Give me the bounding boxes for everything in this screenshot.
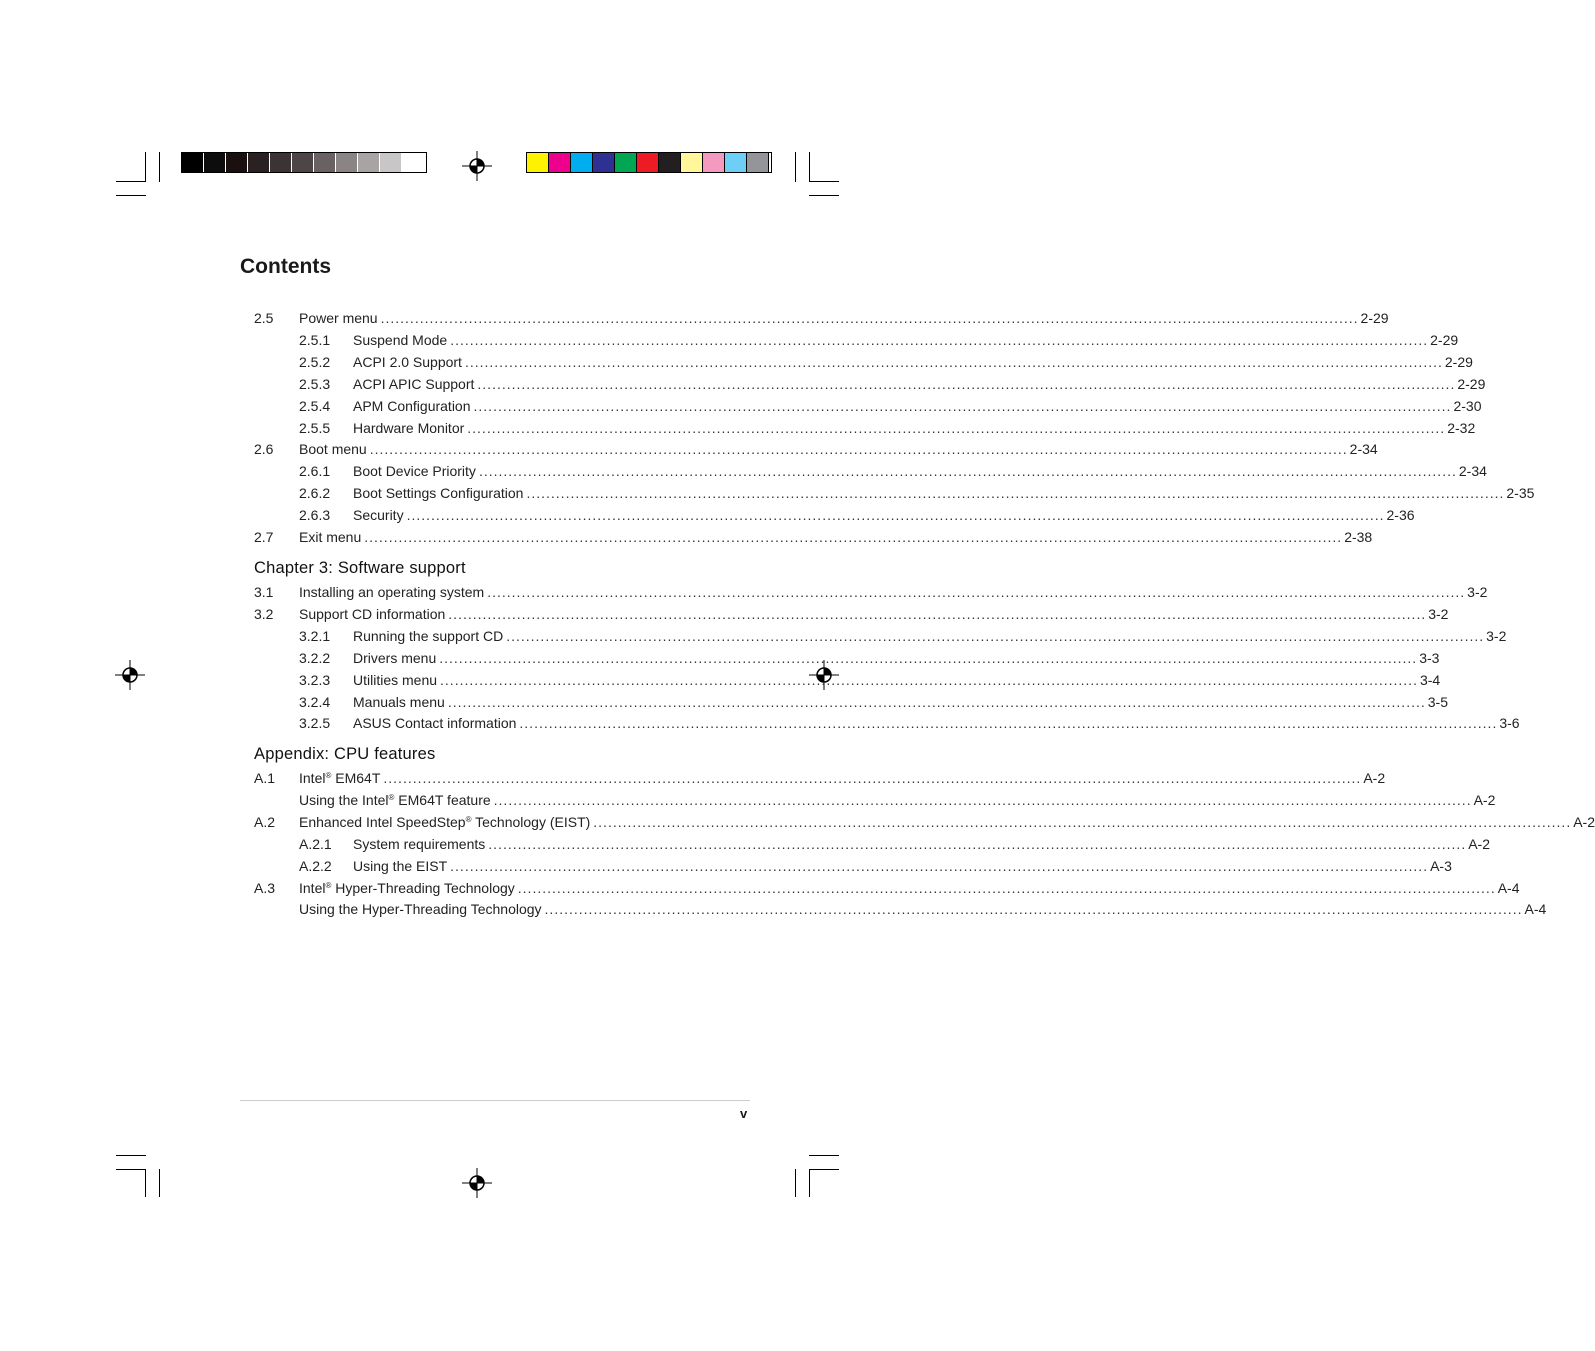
toc-entry[interactable] — [0, 627, 1507, 648]
toc-entry-title: Support CD information — [299, 606, 448, 622]
toc-entry-title: Boot menu — [299, 441, 370, 457]
toc-dot-leader: ........................................................................................................................................................................................................ — [448, 605, 1427, 622]
color-swatch — [747, 153, 769, 172]
registration-target-icon — [462, 1168, 492, 1198]
toc-entry[interactable] — [0, 791, 1496, 812]
toc-dot-leader: ........................................................................................................................................................................................................ — [450, 331, 1429, 348]
toc-dot-leader: ........................................................................................................................................................................................................ — [478, 463, 1457, 480]
toc-dot-leader: ........................................................................................................................................................................................................ — [439, 649, 1418, 666]
toc-entry-number: 2.6.2 — [299, 485, 331, 502]
toc-entry-title: Boot Settings Configuration — [353, 485, 526, 501]
toc-entry-page: A-2 — [1473, 791, 1496, 808]
toc-entry-title: Suspend Mode — [353, 332, 450, 348]
page-title: Contents — [240, 255, 331, 278]
toc-dot-leader: ........................................................................................................................................................................................................ — [488, 835, 1467, 852]
toc-entry-title — [299, 770, 383, 786]
toc-entry[interactable] — [0, 375, 1486, 396]
color-swatch — [292, 153, 314, 172]
toc-entry-page: A-2 — [1468, 835, 1491, 852]
toc-entry-page: 2-34 — [1458, 463, 1487, 480]
toc-entry-title: Running the support CD — [353, 628, 506, 644]
toc-entry-number: A.2.1 — [299, 835, 332, 852]
toc-entry-page: A-4 — [1497, 879, 1520, 896]
toc-entry-title: ASUS Contact information — [353, 715, 519, 731]
toc-entry-number: 2.6.1 — [299, 463, 331, 480]
color-swatch — [725, 153, 747, 172]
toc-entry-title: ACPI 2.0 Support — [353, 354, 465, 370]
color-swatch — [358, 153, 380, 172]
toc-dot-leader: ........................................................................................................................................................................................................ — [364, 529, 1343, 545]
registered-mark: ® — [325, 880, 332, 890]
toc-entry-number: A.1 — [254, 770, 276, 786]
toc-entry-title: APM Configuration — [353, 398, 474, 414]
toc-entry-page: 3-2 — [1428, 605, 1449, 622]
toc-dot-leader: ........................................................................................................................................................................................................ — [440, 671, 1418, 688]
toc-entry-page: 2-30 — [1453, 397, 1482, 414]
process-color-bar — [526, 152, 772, 173]
toc-entry[interactable] — [0, 463, 1487, 483]
toc-entry-number: 3.1 — [254, 584, 274, 600]
toc-entry-number: 2.6.3 — [299, 507, 331, 524]
color-swatch — [314, 153, 336, 172]
toc-entry-number: 2.5.4 — [299, 397, 331, 414]
toc-dot-leader: ........................................................................................................................................................................................................ — [450, 857, 1429, 874]
toc-dot-leader: ........................................................................................................................................................................................................ — [467, 419, 1446, 436]
toc-entry-page: 2-29 — [1360, 310, 1389, 326]
toc-entry-number: 3.2 — [254, 605, 274, 622]
toc-entry-page: 2-36 — [1386, 507, 1415, 524]
color-swatch — [615, 153, 637, 172]
toc-entry-title: Security — [353, 507, 407, 523]
color-swatch — [402, 153, 424, 172]
color-swatch — [248, 153, 270, 172]
toc-entry[interactable] — [0, 857, 1452, 878]
toc-entry-page: 2-29 — [1444, 353, 1473, 370]
toc-entry[interactable] — [0, 693, 1448, 714]
toc-dot-leader: ........................................................................................................................................................................................................ — [380, 310, 1359, 326]
toc-entry[interactable] — [0, 605, 1449, 626]
color-swatch — [571, 153, 593, 172]
toc-entry[interactable] — [0, 813, 1595, 834]
toc-entry-number: 2.6 — [254, 441, 274, 458]
toc-entry-title-part: EM64T — [331, 770, 381, 786]
toc-entry[interactable] — [0, 507, 1415, 527]
toc-dot-leader: ........................................................................................................................................................................................................ — [473, 397, 1452, 414]
color-swatch — [703, 153, 725, 172]
toc-entry-page: 3-5 — [1427, 693, 1448, 710]
toc-entry[interactable] — [0, 671, 1441, 692]
toc-dot-leader: ........................................................................................................................................................................................................ — [464, 353, 1443, 370]
toc-dot-leader: ........................................................................................................................................................................................................ — [447, 693, 1426, 710]
registration-target-icon — [462, 151, 492, 181]
toc-entry-page: A-2 — [1363, 770, 1386, 786]
toc-entry[interactable] — [0, 649, 1440, 670]
toc-entry[interactable] — [0, 529, 1373, 549]
chapter-heading: Appendix: CPU features — [254, 745, 436, 763]
footer-divider — [240, 1100, 750, 1101]
toc-dot-leader: ........................................................................................................................................................................................................ — [517, 879, 1496, 896]
toc-entry[interactable] — [0, 901, 1547, 921]
toc-entry-page: 3-2 — [1486, 627, 1507, 644]
registered-mark: ® — [465, 814, 472, 824]
toc-entry-number: 2.5.1 — [299, 331, 331, 348]
toc-entry-title-part: Intel — [299, 770, 326, 786]
toc-entry-title: ACPI APIC Support — [353, 376, 477, 392]
toc-entry[interactable] — [0, 353, 1473, 374]
toc-entry-title — [299, 880, 518, 896]
toc-dot-leader: ........................................................................................................................................................................................................ — [544, 901, 1523, 918]
toc-entry-page: 2-35 — [1506, 485, 1535, 502]
toc-entry-page: 3-6 — [1499, 715, 1520, 732]
toc-entry-title: Using the Hyper-Threading Technology — [299, 901, 545, 917]
toc-entry-page: 2-29 — [1457, 375, 1486, 392]
toc-entry-page: 2-38 — [1344, 529, 1373, 545]
color-swatch — [637, 153, 659, 172]
toc-entry[interactable] — [0, 879, 1520, 900]
toc-dot-leader: ........................................................................................................................................................................................................ — [526, 485, 1505, 502]
toc-entry-number: 2.5.5 — [299, 419, 331, 436]
toc-entry-title — [299, 792, 494, 808]
toc-entry-title — [299, 814, 593, 830]
toc-entry-number: 3.2.1 — [299, 627, 331, 644]
registered-mark: ® — [388, 792, 395, 802]
color-swatch — [270, 153, 292, 172]
toc-entry-page: 2-32 — [1447, 419, 1476, 436]
color-swatch — [182, 153, 204, 172]
toc-dot-leader: ........................................................................................................................................................................................................ — [519, 715, 1498, 732]
color-swatch — [380, 153, 402, 172]
toc-entry-title-part: EM64T feature — [394, 791, 491, 808]
toc-entry[interactable] — [0, 835, 1491, 856]
toc-entry-title: Drivers menu — [353, 650, 439, 666]
toc-entry-page: A-4 — [1524, 901, 1547, 918]
chapter-heading: Chapter 3: Software support — [254, 559, 466, 577]
color-swatch — [549, 153, 571, 172]
toc-entry-title: Hardware Monitor — [353, 420, 467, 436]
toc-entry-title-part: Enhanced Intel SpeedStep — [299, 813, 466, 830]
toc-entry-title-part: Using the Intel — [299, 791, 389, 808]
page-number: v — [740, 1106, 748, 1121]
toc-entry-title: Utilities menu — [353, 672, 440, 688]
toc-entry[interactable] — [0, 584, 1488, 604]
toc-entry[interactable] — [0, 715, 1520, 735]
toc-entry[interactable] — [0, 331, 1459, 352]
toc-entry-number: 2.5.3 — [299, 375, 331, 392]
toc-entry[interactable] — [0, 310, 1389, 330]
toc-entry-number: 2.7 — [254, 529, 274, 545]
toc-entry-title: Exit menu — [299, 529, 364, 545]
toc-entry-page: 3-4 — [1419, 671, 1441, 688]
color-swatch — [336, 153, 358, 172]
registered-mark: ® — [325, 771, 332, 780]
toc-dot-leader: ........................................................................................................................................................................................................ — [487, 584, 1466, 600]
color-swatch — [593, 153, 615, 172]
toc-dot-leader: ........................................................................................................................................................................................................ — [369, 441, 1348, 458]
toc-entry[interactable] — [0, 770, 1386, 790]
toc-entry-number: 3.2.3 — [299, 671, 331, 688]
color-swatch — [204, 153, 226, 172]
toc-entry-number: 3.2.5 — [299, 715, 331, 732]
toc-entry-title-part: Technology (EIST) — [471, 813, 591, 830]
toc-entry[interactable] — [0, 419, 1476, 440]
toc-dot-leader: ........................................................................................................................................................................................................ — [477, 375, 1456, 392]
toc-entry-title-part: Intel — [299, 879, 326, 896]
toc-entry-page: A-3 — [1430, 857, 1452, 874]
toc-entry-page: 2-34 — [1349, 441, 1378, 458]
toc-entry-page: 2-29 — [1430, 331, 1459, 348]
toc-dot-leader: ........................................................................................................................................................................................................ — [406, 507, 1385, 524]
toc-entry-number: A.2.2 — [299, 857, 332, 874]
toc-dot-leader: ........................................................................................................................................................................................................ — [593, 813, 1572, 830]
color-swatch — [659, 153, 681, 172]
toc-entry-title: Installing an operating system — [299, 584, 487, 600]
toc-entry-title-part: Hyper-Threading Technology — [331, 879, 515, 896]
toc-dot-leader: ........................................................................................................................................................................................................ — [383, 770, 1362, 786]
toc-entry-page: 3-2 — [1467, 584, 1488, 600]
toc-entry-number: 3.2.4 — [299, 693, 331, 710]
toc-entry-page: A-2 — [1573, 813, 1595, 830]
toc-entry-number: A.2 — [254, 813, 276, 830]
toc-entry-number: 2.5 — [254, 310, 274, 326]
toc-entry-title: Power menu — [299, 310, 381, 326]
toc-dot-leader: ........................................................................................................................................................................................................ — [506, 627, 1485, 644]
color-swatch — [681, 153, 703, 172]
toc-entry-number: 2.5.2 — [299, 353, 331, 370]
grayscale-color-bar — [181, 152, 427, 173]
toc-entry-number: A.3 — [254, 879, 276, 896]
toc-entry[interactable] — [0, 397, 1482, 418]
toc-entry-page: 3-3 — [1419, 649, 1440, 666]
toc-entry-title: Boot Device Priority — [353, 463, 479, 479]
toc-entry[interactable] — [0, 485, 1535, 505]
toc-entry-title: Manuals menu — [353, 694, 448, 710]
color-swatch — [226, 153, 248, 172]
toc-entry-title: System requirements — [353, 836, 488, 852]
toc-dot-leader: ........................................................................................................................................................................................................ — [493, 791, 1472, 808]
toc-entry[interactable] — [0, 441, 1378, 461]
toc-entry-title: Using the EIST — [353, 858, 450, 874]
color-swatch — [527, 153, 549, 172]
toc-entry-number: 3.2.2 — [299, 649, 331, 666]
